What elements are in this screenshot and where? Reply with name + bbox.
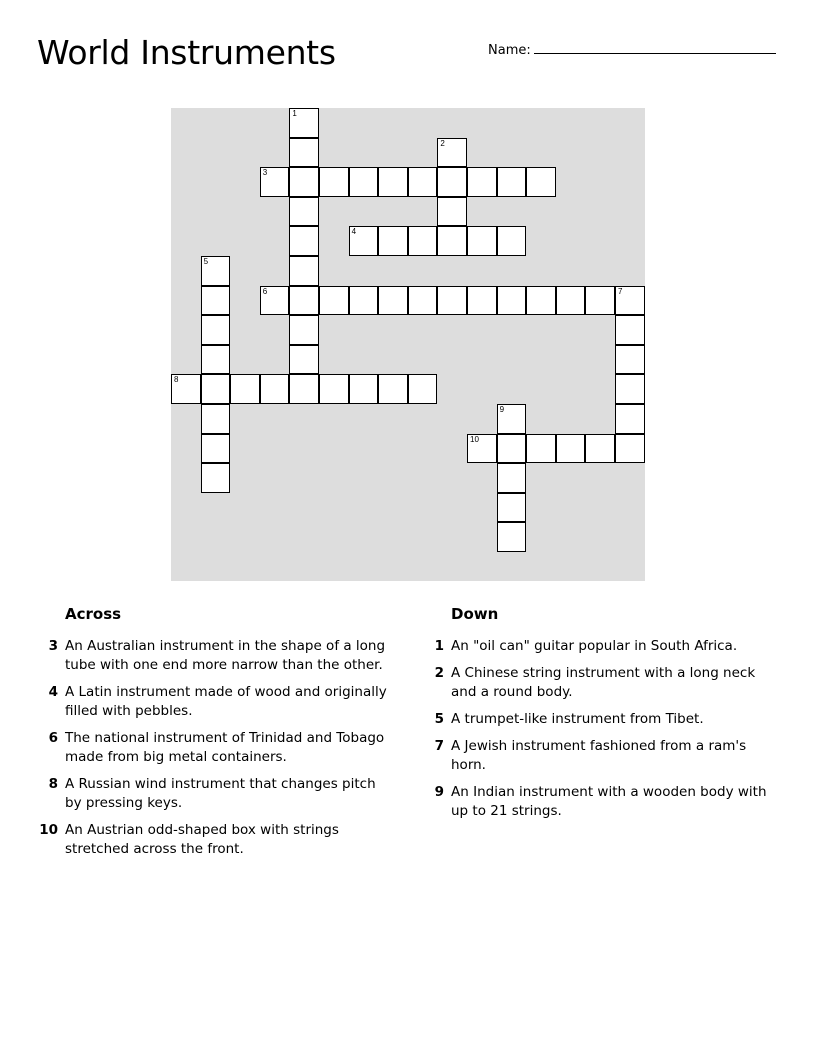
crossword-cell[interactable] [467,434,497,464]
crossword-cell[interactable] [201,256,231,286]
cell-number: 8 [174,375,179,385]
crossword-cell[interactable] [497,522,527,552]
clue-text: The national instrument of Trinidad and Tobago made from big metal containers. [65,730,385,765]
cell-number: 3 [262,168,268,178]
crossword-cell[interactable] [408,374,438,404]
crossword-cell[interactable] [497,434,527,464]
crossword-cell[interactable] [408,167,438,197]
clue-text: A Jewish instrument fashioned from a ram's horn. [451,738,747,773]
crossword-cell[interactable] [467,286,497,316]
clue-item [422,664,782,702]
clue-item [422,710,782,729]
crossword-cell[interactable] [585,434,615,464]
crossword-cell[interactable] [556,286,586,316]
clue-item [422,783,782,821]
crossword-cell[interactable] [319,167,349,197]
crossword-cell[interactable] [201,404,231,434]
crossword-cell[interactable] [230,374,260,404]
down-clues [422,605,782,829]
crossword-cell[interactable] [289,315,319,345]
crossword-cell[interactable] [378,226,408,256]
clue-number: 8 [48,776,58,792]
crossword-cell[interactable] [260,167,290,197]
crossword-cell[interactable] [615,286,645,316]
crossword-cell[interactable] [497,167,527,197]
crossword-cell[interactable] [289,167,319,197]
cell-number: 2 [440,138,445,148]
crossword-cell[interactable] [289,138,319,168]
crossword-cell[interactable] [437,138,467,168]
crossword-cell[interactable] [615,434,645,464]
crossword-cell[interactable] [526,434,556,464]
name-line[interactable] [534,42,776,54]
crossword-grid [171,108,645,581]
clue-text: An Austrian odd-shaped box with strings stretched across the front. [65,822,339,857]
cell-number: 9 [499,405,505,414]
crossword-cell[interactable] [201,434,231,464]
crossword-cell[interactable] [378,286,408,316]
name-label: Name: [488,43,531,58]
clue-number: 7 [434,738,444,754]
cell-number: 1 [292,109,297,118]
clue-item [422,637,782,656]
crossword-cell[interactable] [289,345,319,375]
crossword-cell[interactable] [201,463,231,493]
crossword-cell[interactable] [260,374,290,404]
crossword-cell[interactable] [615,345,645,375]
crossword-cell[interactable] [289,197,319,227]
cell-number: 7 [618,286,623,296]
name-field [488,42,776,58]
crossword-cell[interactable] [201,315,231,345]
clue-number: 9 [434,784,444,800]
crossword-cell[interactable] [615,404,645,434]
crossword-cell[interactable] [349,226,379,256]
clue-number: 6 [48,730,58,746]
cell-number: 10 [470,434,479,444]
crossword-cell[interactable] [289,286,319,316]
crossword-cell[interactable] [467,167,497,197]
crossword-cell[interactable] [437,286,467,316]
crossword-cell[interactable] [615,315,645,345]
crossword-cell[interactable] [319,286,349,316]
clue-item [36,821,396,859]
clue-text: A Russian wind instrument that changes pitch by pressing keys. [65,776,376,811]
crossword-cell[interactable] [526,286,556,316]
clue-text: A Latin instrument made of wood and originally filled with pebbles. [65,684,387,719]
crossword-cell[interactable] [526,167,556,197]
clue-text: An Australian instrument in the shape of a long tube with one end more narrow than the other. [65,638,386,673]
clue-number: 5 [434,711,444,727]
clue-number: 4 [48,684,58,700]
cell-number: 4 [351,227,357,237]
crossword-cell[interactable] [437,167,467,197]
clue-text: A Chinese string instrument with a long neck and a round body. [451,665,756,700]
across-heading: Across [65,605,122,623]
crossword-cell[interactable] [349,286,379,316]
crossword-cell[interactable] [497,286,527,316]
crossword-cell[interactable] [378,167,408,197]
crossword-cell[interactable] [201,374,231,404]
cell-number: 6 [262,286,268,296]
crossword-cell[interactable] [437,197,467,227]
clue-item [36,775,396,813]
clue-text: An Indian instrument with a wooden body with up to 21 strings. [451,784,767,819]
clue-number: 10 [39,822,58,838]
clue-item [36,683,396,721]
crossword-cell[interactable] [171,374,201,404]
crossword-cell[interactable] [201,286,231,316]
crossword-cell[interactable] [585,286,615,316]
crossword-cell[interactable] [615,374,645,404]
clue-number: 2 [434,665,444,681]
clue-text: An "oil can" guitar popular in South Africa. [451,638,738,654]
crossword-cell[interactable] [497,404,527,434]
page-title: World Instruments [37,33,336,72]
crossword-cell[interactable] [289,226,319,256]
crossword-cell[interactable] [408,286,438,316]
cell-number: 5 [203,257,209,266]
crossword-cell[interactable] [467,226,497,256]
clue-text: A trumpet-like instrument from Tibet. [451,711,704,727]
crossword-cell[interactable] [201,345,231,375]
crossword-cell[interactable] [497,493,527,523]
crossword-cell[interactable] [349,374,379,404]
crossword-cell[interactable] [349,167,379,197]
crossword-cell[interactable] [556,434,586,464]
crossword-cell[interactable] [289,374,319,404]
crossword-cell[interactable] [289,256,319,286]
clue-number: 1 [434,638,444,654]
crossword-cell[interactable] [497,463,527,493]
clue-item [36,637,396,675]
down-heading: Down [451,605,499,623]
crossword-cell[interactable] [378,374,408,404]
crossword-cell[interactable] [437,226,467,256]
crossword-cell[interactable] [260,286,290,316]
clue-item [36,729,396,767]
clue-number: 3 [48,638,58,654]
clue-item [422,737,782,775]
crossword-cell[interactable] [289,108,319,138]
crossword-cell[interactable] [497,226,527,256]
crossword-cell[interactable] [319,374,349,404]
crossword-cell[interactable] [408,226,438,256]
across-clues [36,605,396,867]
